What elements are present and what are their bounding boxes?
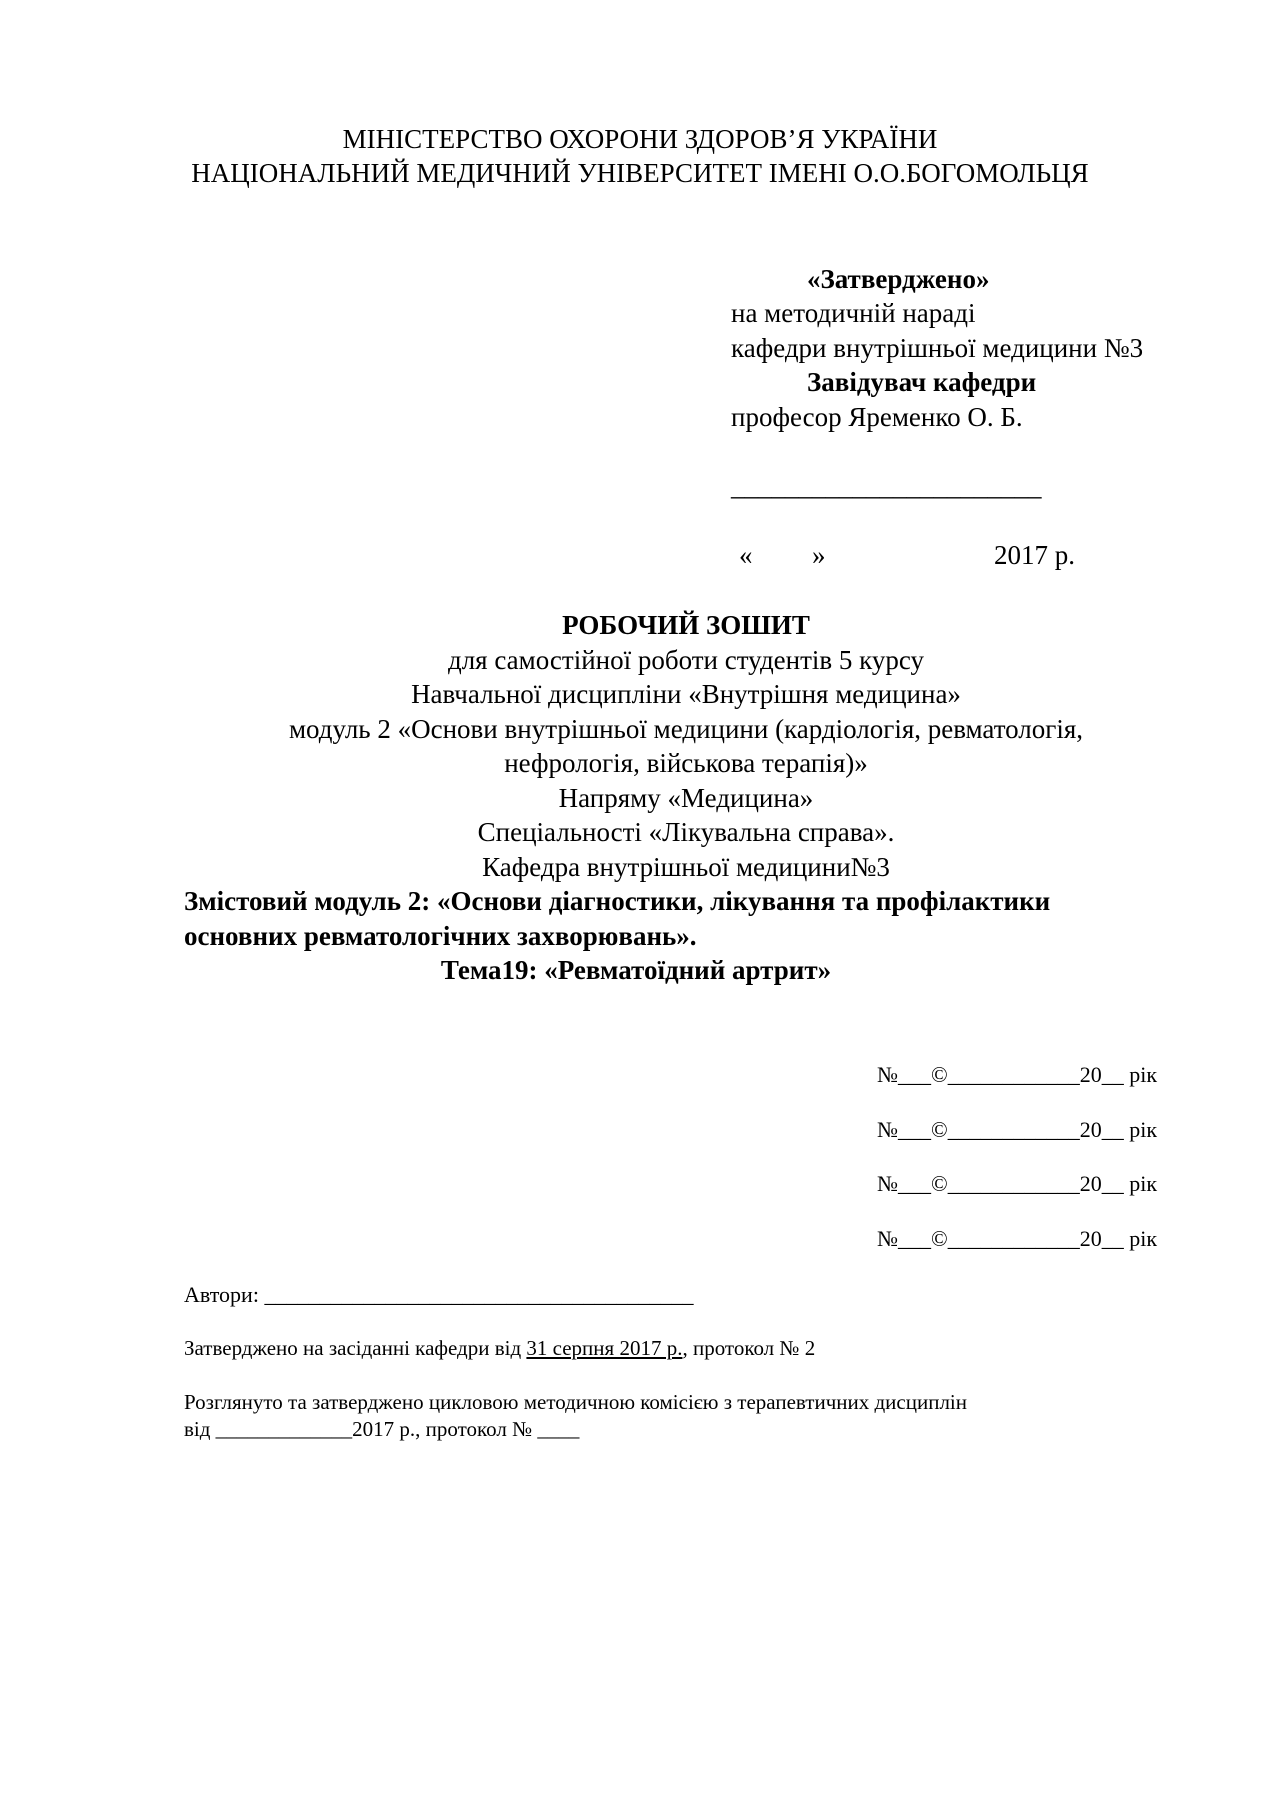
- signature-line: _______________________: [731, 471, 1042, 501]
- review-line2: від _____________2017 р., протокол № ____: [184, 1417, 580, 1441]
- topic-title: Тема19: «Ревматоїдний артрит»: [440, 955, 832, 985]
- registry-line-2: №___©____________20__ рік: [877, 1117, 1158, 1142]
- date-quote-close: »: [812, 540, 826, 570]
- authors-line: Автори: _______________________________________: [184, 1282, 694, 1307]
- registry-line-4: №___©____________20__ рік: [877, 1226, 1158, 1251]
- department-approval-line: [184, 1336, 815, 1361]
- workbook-line3: модуль 2 «Основи внутрішньої медицини (кардіологія, ревматологія,: [288, 714, 1084, 744]
- approval-department: кафедри внутрішньої медицини №3: [731, 333, 1144, 363]
- approval-year: 2017 р.: [994, 540, 1075, 570]
- module-line1: Змістовий модуль 2: «Основи діагностики, лікування та профілактики: [184, 886, 1051, 916]
- review-line1: Розглянуто та затверджено цикловою методичною комісією з терапевтичних дисциплін: [184, 1390, 967, 1414]
- workbook-title: РОБОЧИЙ ЗОШИТ: [562, 610, 810, 640]
- registry-line-1: №___©____________20__ рік: [877, 1062, 1158, 1087]
- workbook-line7: Кафедра внутрішньої медицини№3: [482, 852, 890, 882]
- module-line2: основних ревматологічних захворювань».: [184, 921, 697, 951]
- ministry-heading: МІНІСТЕРСТВО ОХОРОНИ ЗДОРОВ’Я УКРАЇНИ: [342, 124, 938, 154]
- workbook-line5: Напряму «Медицина»: [558, 783, 814, 813]
- head-name: професор Яременко О. Б.: [731, 402, 1023, 432]
- head-title: Завідувач кафедри: [807, 367, 1037, 397]
- approval-prefix: Затверджено на засіданні кафедри від: [184, 1336, 527, 1360]
- workbook-line1: для самостійної роботи студентів 5 курсу: [447, 645, 925, 675]
- date-quote-open: «: [739, 540, 753, 570]
- approved-label: «Затверджено»: [807, 264, 990, 294]
- approval-suffix: , протокол № 2: [682, 1336, 816, 1360]
- workbook-line4: нефрологія, військова терапія)»: [504, 748, 868, 778]
- registry-line-3: №___©____________20__ рік: [877, 1171, 1158, 1196]
- workbook-line6: Спеціальності «Лікувальна справа».: [477, 817, 895, 847]
- approval-date: 31 серпня 2017 р.: [526, 1336, 683, 1360]
- university-heading: НАЦІОНАЛЬНИЙ МЕДИЧНИЙ УНІВЕРСИТЕТ ІМЕНІ О.О.БОГОМОЛЬЦЯ: [191, 158, 1089, 188]
- workbook-line2: Навчальної дисципліни «Внутрішня медицина»: [411, 679, 961, 709]
- approval-meeting: на методичній нараді: [731, 298, 976, 328]
